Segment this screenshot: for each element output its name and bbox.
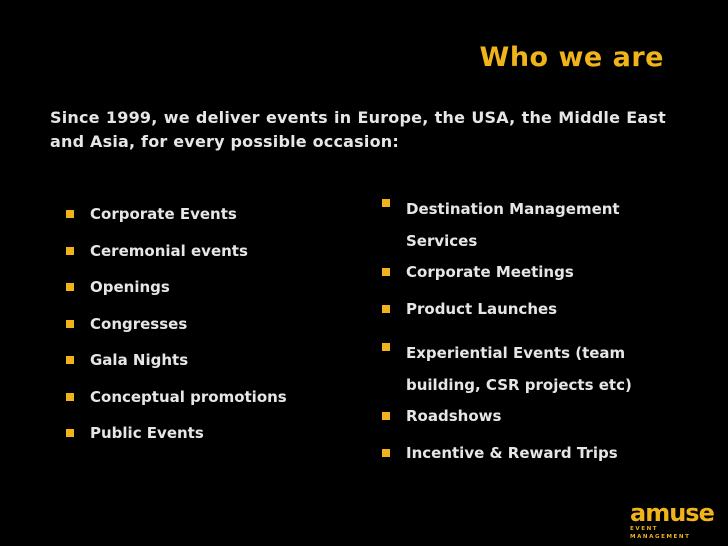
bullet-square-icon xyxy=(66,283,74,291)
list-item-label: Conceptual promotions xyxy=(90,387,287,406)
intro-paragraph: Since 1999, we deliver events in Europe, the USA, the Middle East and Asia, for every possible occasion: xyxy=(50,108,666,151)
right-bullet-list xyxy=(382,193,672,462)
list-item-label: Public Events xyxy=(90,424,204,442)
list-item-label: Product Launches xyxy=(406,300,558,318)
list-item-label: Congresses xyxy=(90,314,188,333)
list-item xyxy=(66,205,356,223)
amuse-logo xyxy=(630,499,714,540)
bullet-square-icon xyxy=(66,247,74,255)
list-item xyxy=(382,444,672,462)
bullet-square-icon xyxy=(66,210,74,218)
list-item-label: Corporate Events xyxy=(90,205,237,223)
list-item xyxy=(382,407,672,425)
list-item xyxy=(382,263,672,281)
list-item-label: Destination Management Services xyxy=(406,200,620,250)
list-item-label: Corporate Meetings xyxy=(406,263,574,281)
bullet-square-icon xyxy=(382,343,390,351)
bullet-square-icon xyxy=(382,268,390,276)
list-item-label: Incentive & Reward Trips xyxy=(406,444,618,462)
list-item xyxy=(66,388,356,406)
list-item xyxy=(382,337,672,401)
bullet-square-icon xyxy=(66,320,74,328)
bullet-square-icon xyxy=(382,412,390,420)
list-item xyxy=(66,278,356,296)
bullet-square-icon xyxy=(66,393,74,401)
logo-tagline: EVENT MANAGEMENT xyxy=(630,526,691,540)
left-bullet-list xyxy=(66,205,356,461)
list-item xyxy=(66,315,356,333)
list-item xyxy=(382,300,672,318)
list-item xyxy=(66,424,356,442)
bullet-square-icon xyxy=(382,305,390,313)
list-item xyxy=(66,242,356,260)
list-item-label: Ceremonial events xyxy=(90,241,248,260)
list-item xyxy=(66,351,356,369)
list-item-label: Roadshows xyxy=(406,407,502,425)
bullet-square-icon xyxy=(66,356,74,364)
slide-title: Who we are xyxy=(479,42,664,73)
logo-wordmark: amuse xyxy=(630,499,714,527)
list-item-label: Gala Nights xyxy=(90,351,189,369)
bullet-square-icon xyxy=(66,429,74,437)
list-item xyxy=(382,193,672,257)
bullet-square-icon xyxy=(382,449,390,457)
bullet-square-icon xyxy=(382,199,390,207)
list-item-label: Experiential Events (team building, CSR projects etc) xyxy=(406,344,632,394)
list-item-label: Openings xyxy=(90,278,170,296)
